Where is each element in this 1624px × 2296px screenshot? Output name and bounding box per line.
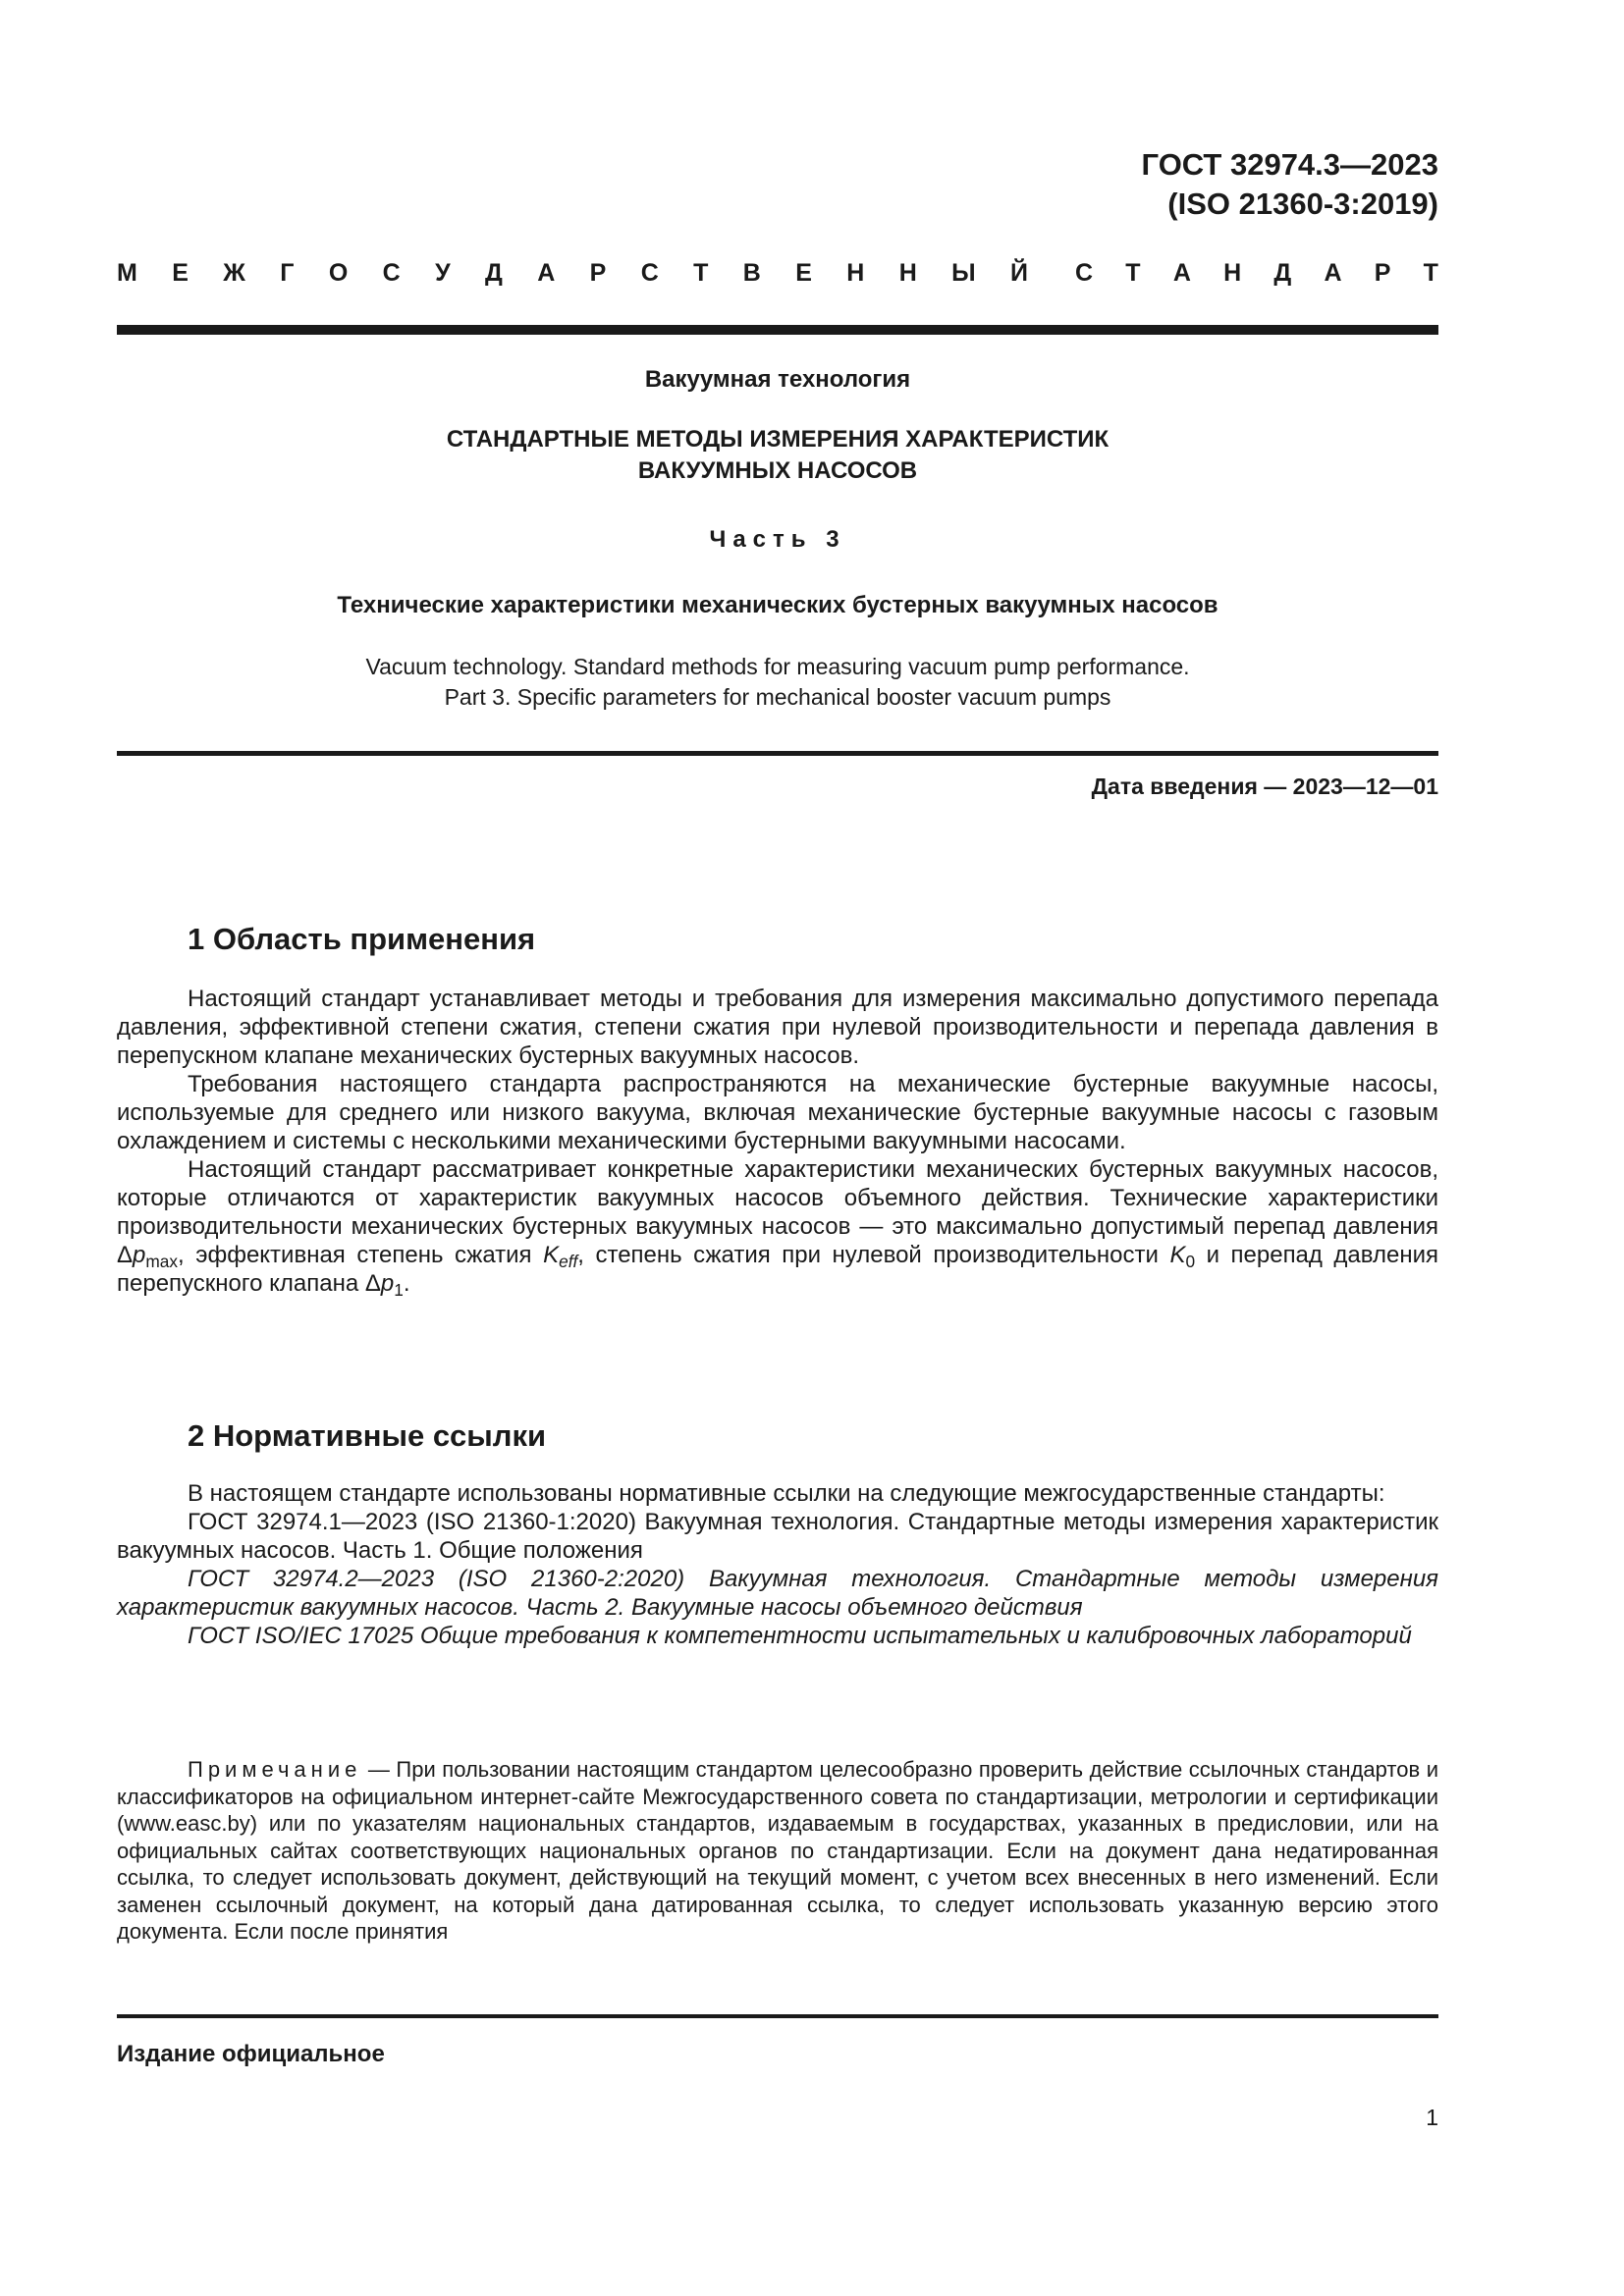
standard-word: [1075, 259, 1438, 288]
banner-letter: Р: [589, 259, 607, 287]
banner-letter: М: [117, 259, 137, 287]
banner-letter: Д: [1273, 259, 1292, 287]
main-title-line2: ВАКУУМНЫХ НАСОСОВ: [637, 457, 918, 484]
title-divider: [117, 751, 1438, 756]
banner-letter: Г: [280, 259, 295, 287]
banner-letter: А: [1324, 259, 1342, 287]
document-page: [117, 0, 1438, 2296]
banner-letter: С: [382, 259, 401, 287]
english-title-line2: Part 3. Specific parameters for mechanical booster vacuum pumps: [444, 684, 1111, 710]
reference-item: ГОСТ ISO/IEC 17025 Общие требования к компетентности испытательных и калибровочных лабораторий: [188, 1623, 1412, 1649]
standard-number-block: [1142, 145, 1438, 224]
reference-item: ГОСТ 32974.2—2023 (ISO 21360-2:2020) Вакуумная технология. Стандартные методы измерения характеристик вакуумных насосов. Часть 2. Вакуумные насосы объемного действия: [117, 1566, 1438, 1621]
banner-letter: Ы: [951, 259, 976, 287]
subscript-zero: 0: [1185, 1252, 1196, 1272]
banner-letter: Р: [1374, 259, 1391, 287]
subject-title: Вакуумная технология: [644, 366, 911, 393]
section-1-paragraph: Требования настоящего стандарта распространяются на механические бустерные вакуумные насосы, используемые для среднего или низкого вакуума, включая механические бустерные вакуумные насосы с газовым охлаждением и системы с несколькими механическими бустерными вакуумными насосами.: [117, 1071, 1438, 1154]
section-2-intro: В настоящем стандарте использованы нормативные ссылки на следующие межгосударственные стандарты:: [188, 1480, 1385, 1507]
main-title: [117, 424, 1438, 487]
banner-letter: А: [1172, 259, 1191, 287]
banner-letter: Й: [1010, 259, 1028, 287]
note-text: — При пользовании настоящим стандартом целесообразно проверить действие ссылочных стандартов и классификаторов на официальном интернет-сайте Межгосударственного совета по стандартизации, метрологии и сертификации (www.easc.by) или по указателям национальных стандартов, издаваемым в государствах, указанных в предисловии, или на официальных сайтах соответствующих национальных органов по стандартизации. Если на документ дана недатированная ссылка, то следует использовать документ, действующий на текущий момент, с учетом всех внесенных в него изменений. Если заменен ссылочный документ, на который дана датированная ссылка, то следует использовать указанную версию этого документа. Если после принятия: [117, 1757, 1438, 1944]
banner-letter: В: [742, 259, 761, 287]
banner-letter: Н: [846, 259, 865, 287]
banner-letter: Т: [1423, 259, 1438, 287]
subscript-eff: eff: [559, 1252, 578, 1272]
banner-letter: Е: [795, 259, 812, 287]
note-label: Примечание: [188, 1757, 362, 1782]
reference-item: ГОСТ 32974.1—2023 (ISO 21360-1:2020) Вакуумная технология. Стандартные методы измерения характеристик вакуумных насосов. Часть 1. Общие положения: [117, 1509, 1438, 1564]
symbol-p: p: [133, 1242, 146, 1268]
page-number: 1: [1426, 2105, 1438, 2130]
main-title-line1: СТАНДАРТНЫЕ МЕТОДЫ ИЗМЕРЕНИЯ ХАРАКТЕРИСТИК: [446, 426, 1110, 453]
iso-number: (ISO 21360-3:2019): [1167, 187, 1438, 221]
english-title-line1: Vacuum technology. Standard methods for measuring vacuum pump performance.: [365, 654, 1190, 679]
top-divider: [117, 325, 1438, 335]
banner-letter: Д: [485, 259, 503, 287]
footer-divider: [117, 2014, 1438, 2018]
banner-letter: Т: [693, 259, 709, 287]
subscript-one: 1: [394, 1280, 404, 1301]
section-1-heading: 1 Область применения: [188, 922, 536, 956]
interstate-word: [117, 259, 1028, 288]
section-1-paragraph-params: Настоящий стандарт рассматривает конкретные характеристики механических бустерных вакуумных насосов, которые отличаются от характеристик вакуумных насосов объемного действия. Технические характеристики производительности механических бустерных вакуумных насосов — это максимально допустимый перепад давления $\Delta p_{max}$, эффективная степень сжатия $K_{eff}$, степень сжатия при нулевой производительности $K_0$ и перепад давления перепускного клапана $\Delta p_1$.: [117, 1156, 1438, 1301]
banner-letter: А: [537, 259, 556, 287]
symbol-p1: p: [380, 1270, 395, 1297]
symbol-k: K: [543, 1242, 560, 1268]
banner-letter: О: [328, 259, 349, 287]
section-1-body: [117, 985, 1438, 1301]
english-title: [117, 652, 1438, 713]
banner-letter: С: [1075, 259, 1094, 287]
official-edition-label: Издание официальное: [117, 2041, 385, 2067]
banner-letter: Н: [898, 259, 917, 287]
part-label: Часть 3: [709, 526, 846, 553]
banner-letter: Ж: [223, 259, 245, 287]
banner-letter: У: [435, 259, 451, 287]
interstate-standard-banner: [117, 259, 1438, 288]
symbol-k0: K: [1169, 1242, 1186, 1268]
banner-letter: Е: [172, 259, 189, 287]
banner-letter: С: [640, 259, 659, 287]
banner-letter: Н: [1223, 259, 1242, 287]
gost-number: ГОСТ 32974.3—2023: [1141, 147, 1438, 182]
banner-letter: Т: [1125, 259, 1141, 287]
part-title: Технические характеристики механических бустерных вакуумных насосов: [337, 592, 1218, 618]
section-1-paragraph: Настоящий стандарт устанавливает методы и требования для измерения максимально допустимого перепада давления, эффективной степени сжатия, степени сжатия при нулевой производительности и перепада давления в перепускном клапане механических бустерных вакуумных насосов.: [117, 986, 1438, 1069]
subscript-max: max: [145, 1252, 179, 1272]
section-2-body: [117, 1479, 1438, 1650]
introduction-date: Дата введения — 2023—12—01: [1091, 774, 1438, 799]
section-2-heading: 2 Нормативные ссылки: [188, 1418, 547, 1453]
note-paragraph: [117, 1756, 1438, 1946]
